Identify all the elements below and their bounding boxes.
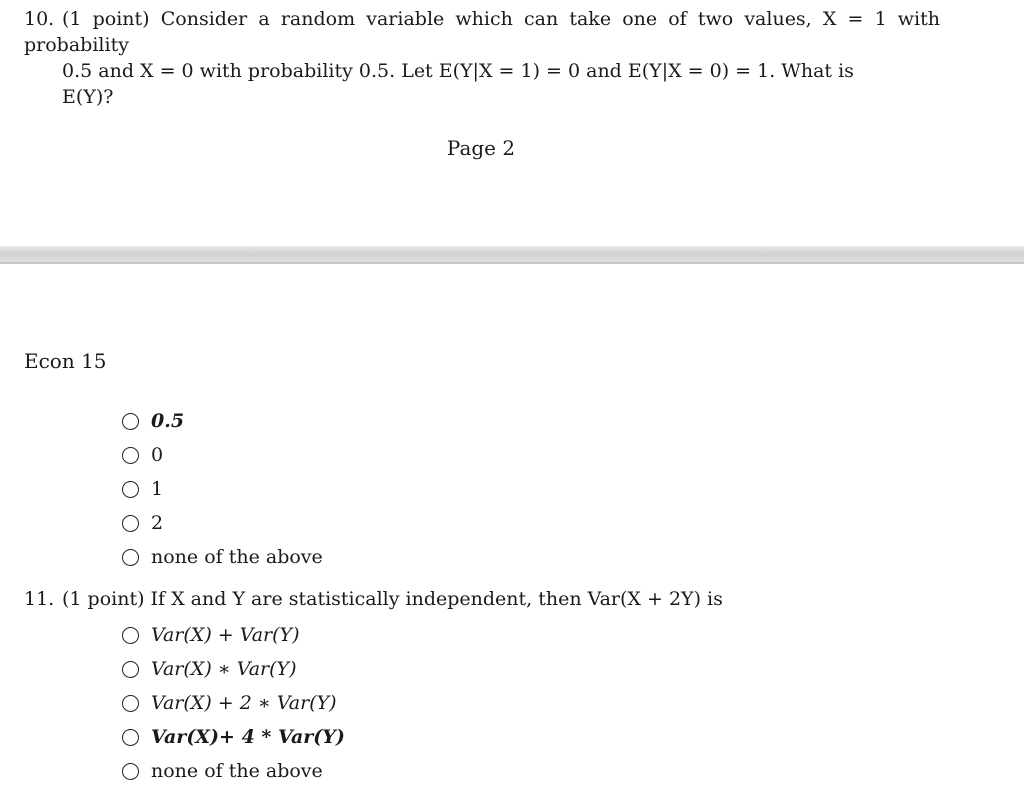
page-separator — [0, 246, 1024, 264]
page-number-label: Page 2 — [446, 136, 516, 160]
option-label: Var(X) + Var(Y) — [151, 624, 300, 646]
option-label: 1 — [151, 478, 164, 500]
radio-button-icon[interactable] — [122, 447, 139, 464]
option-label: none of the above — [151, 546, 323, 568]
question-10-option-2[interactable] — [122, 438, 323, 472]
question-10-number: 10. — [24, 8, 55, 30]
question-11 — [24, 586, 723, 612]
option-label: Var(X) + 2 ∗ Var(Y) — [151, 692, 337, 714]
radio-button-icon[interactable] — [122, 661, 139, 678]
option-label: 2 — [151, 512, 164, 534]
question-11-option-1[interactable] — [122, 618, 345, 652]
question-10-line-3: E(Y)? — [62, 86, 114, 108]
question-11-number: 11. — [24, 588, 55, 610]
question-10-option-1[interactable] — [122, 404, 323, 438]
radio-button-icon[interactable] — [122, 729, 139, 746]
radio-button-icon[interactable] — [122, 549, 139, 566]
question-10-options — [122, 404, 323, 574]
question-10-text-1: (1 point) Consider a random variable which can take one of two values, X = 1 with probability — [24, 8, 940, 56]
radio-button-icon[interactable] — [122, 481, 139, 498]
course-header: Econ 15 — [24, 349, 107, 373]
question-10-line-1 — [24, 6, 940, 58]
question-11-option-2[interactable] — [122, 652, 345, 686]
question-11-text: (1 point) If X and Y are statistically independent, then Var(X + 2Y) is — [62, 588, 723, 610]
option-label: 0 — [151, 444, 164, 466]
radio-button-icon[interactable] — [122, 695, 139, 712]
question-11-option-4[interactable] — [122, 720, 345, 754]
question-10-option-4[interactable] — [122, 506, 323, 540]
radio-button-icon[interactable] — [122, 763, 139, 780]
question-11-option-3[interactable] — [122, 686, 345, 720]
question-10 — [24, 6, 940, 110]
option-label: none of the above — [151, 760, 323, 782]
radio-button-icon[interactable] — [122, 515, 139, 532]
question-10-line-2: 0.5 and X = 0 with probability 0.5. Let E(Y|X = 1) = 0 and E(Y|X = 0) = 1. What is — [62, 60, 854, 82]
radio-button-icon[interactable] — [122, 413, 139, 430]
question-11-options — [122, 618, 345, 788]
question-10-option-3[interactable] — [122, 472, 323, 506]
question-10-option-5[interactable] — [122, 540, 323, 574]
radio-button-icon[interactable] — [122, 627, 139, 644]
option-label: 0.5 — [151, 410, 185, 432]
option-label: Var(X)+ 4 * Var(Y) — [151, 726, 345, 748]
option-label: Var(X) ∗ Var(Y) — [151, 658, 297, 680]
